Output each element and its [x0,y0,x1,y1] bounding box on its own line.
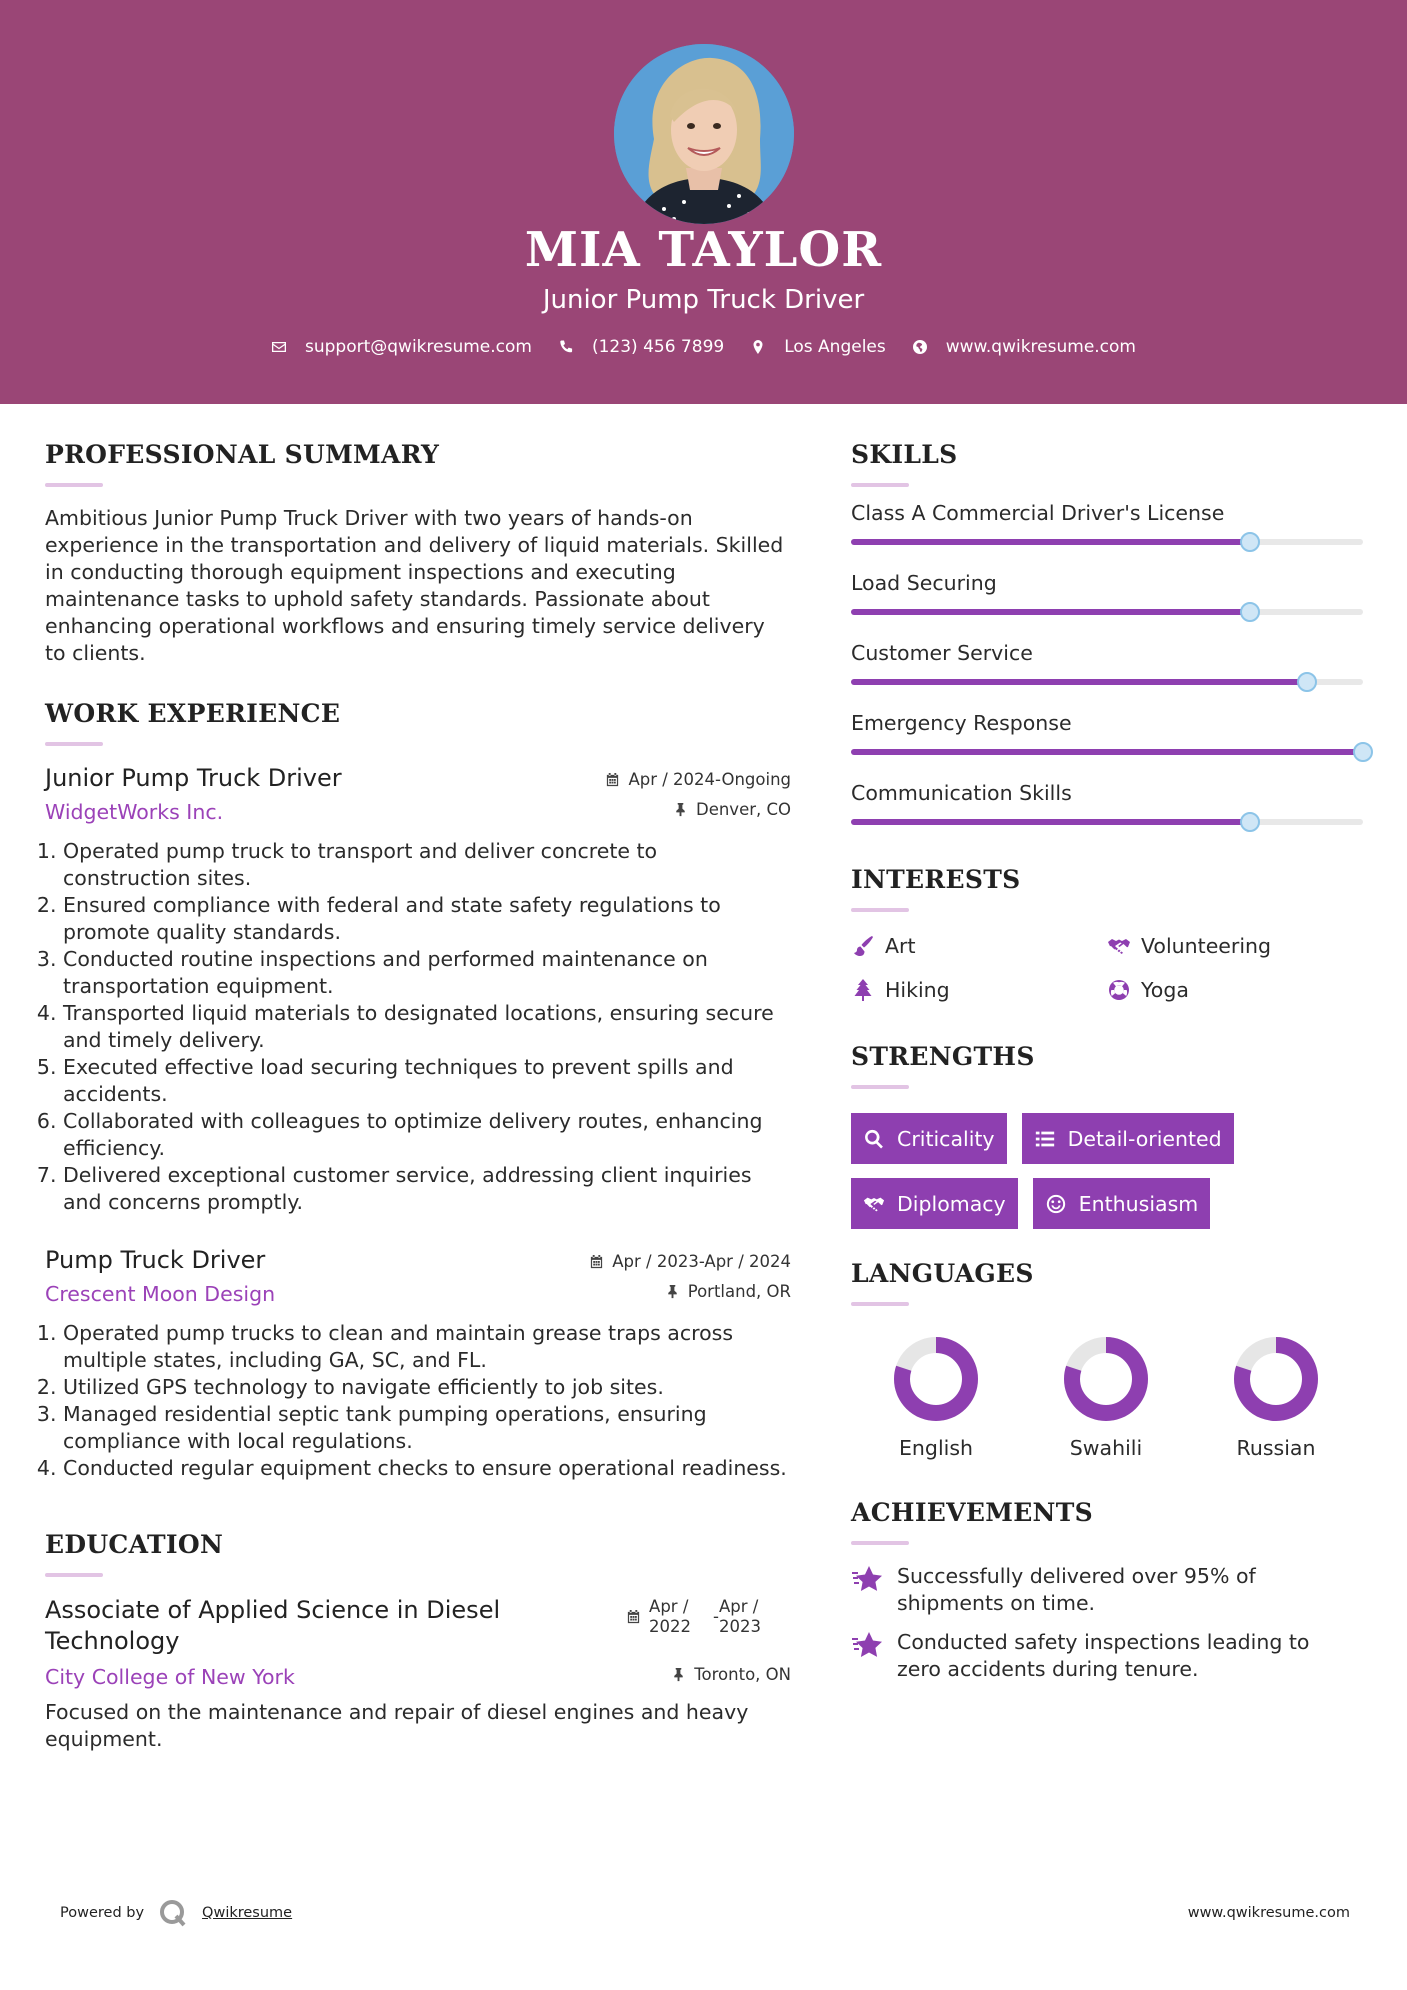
section-rule [45,742,103,746]
job-dates-text: Apr / 2023-Apr / 2024 [612,1252,791,1271]
duty-item: 2. Ensured compliance with federal and state safety regulations to promote quality standards. [63,892,791,946]
skill-name: Emergency Response [851,711,1072,735]
section-title-experience: WORK EXPERIENCE [45,699,341,728]
job-header [45,764,791,792]
brand-link[interactable]: Qwikresume [202,1905,293,1921]
section-title-interests: INTERESTS [851,865,1021,894]
skill-item [851,571,1363,615]
strength-label: Enthusiasm [1078,1191,1199,1216]
envelope-icon [271,339,287,355]
duty-item: 4. Transported liquid materials to designated locations, ensuring secure and timely delivery. [63,1000,791,1054]
tree-icon [851,978,875,1002]
contact-bar [0,337,1407,357]
calendar-icon [605,772,620,787]
strength-tag [1022,1113,1234,1164]
resume-header [0,0,1407,404]
skill-bar-knob [1240,812,1260,832]
degree-title: Associate of Applied Science in Diesel Technology [45,1596,501,1655]
achievement-text: Conducted safety inspections leading to zero accidents during tenure. [897,1630,1310,1681]
strength-label: Detail-oriented [1067,1126,1222,1151]
language-item [851,1334,1021,1460]
skill-name: Class A Commercial Driver's License [851,501,1225,525]
duty-list [45,1320,791,1482]
star-icon [851,1631,883,1659]
language-donut [891,1334,981,1424]
skill-bar-knob [1240,532,1260,552]
end-year: 2023 [719,1617,761,1636]
skill-name: Customer Service [851,641,1033,665]
section-rule [851,1302,909,1306]
end-date [719,1597,761,1637]
skill-bar-fill [851,819,1250,825]
skill-bar-fill [851,679,1307,685]
contact-email[interactable] [271,337,532,357]
skill-name: Load Securing [851,571,997,595]
section-rule [45,1573,103,1577]
skill-bar [851,819,1363,825]
section-title-strengths: STRENGTHS [851,1042,1035,1071]
strengths-tags [851,1113,1363,1229]
globe-icon [912,339,928,355]
powered-by [60,1898,292,1928]
languages-list [851,1334,1363,1460]
handshake-icon [1107,934,1131,958]
achievements-section [851,1498,1363,1683]
school-name: City College of New York [45,1665,295,1689]
job-subheader [45,800,791,824]
job-subheader [45,1282,791,1306]
job-title: Junior Pump Truck Driver [45,764,342,792]
company-name: Crescent Moon Design [45,1282,276,1306]
section-rule [45,483,103,487]
handshake-icon [863,1193,885,1215]
duty-item: 3. Managed residential septic tank pumping operations, ensuring compliance with local regulations. [63,1401,791,1455]
interest-item [851,978,1107,1002]
job-entry [45,1246,791,1482]
star-icon [851,1565,883,1593]
education-section [45,1530,791,1753]
avatar [614,44,794,224]
duty-item: 3. Conducted routine inspections and performed maintenance on transportation equipment. [63,946,791,1000]
summary-text: Ambitious Junior Pump Truck Driver with two years of hands-on experience in the transportation and delivery of liquid materials. Skilled in conducting thorough equipment inspections and executing maintenance tasks to uphold safety standards. Passionate about enhancing operational workflows and ensuring timely service delivery to clients. [45,506,784,665]
interest-item [851,934,1107,958]
start-year: 2022 [649,1617,692,1636]
interest-item [1107,934,1363,958]
section-title-languages: LANGUAGES [851,1259,1034,1288]
strength-tag [851,1178,1018,1229]
strength-tag [1033,1178,1211,1229]
skill-bar [851,539,1363,545]
duty-list [45,838,791,1216]
job-title: Pump Truck Driver [45,1246,266,1274]
company-name: WidgetWorks Inc. [45,800,224,824]
duty-item: 2. Utilized GPS technology to navigate efficiently to job sites. [63,1374,791,1401]
skill-item [851,501,1363,545]
website-text: www.qwikresume.com [945,337,1136,357]
candidate-name: MIA TAYLOR [524,222,883,278]
start-date [649,1597,713,1637]
experience-section [45,699,791,1482]
qwikresume-logo-icon [158,1898,188,1928]
interests-section [851,865,1363,1002]
email-text: support@qwikresume.com [305,337,532,357]
interest-label: Art [885,934,916,958]
skills-section [851,440,1363,825]
language-name: English [898,1436,974,1460]
section-title-education: EDUCATION [45,1530,224,1559]
map-pin-icon [750,339,766,355]
strength-label: Diplomacy [897,1191,1006,1216]
language-item [1191,1334,1361,1460]
pushpin-icon [665,1284,680,1299]
achievement-text: Successfully delivered over 95% of shipments on time. [897,1564,1256,1615]
duty-item: 4. Conducted regular equipment checks to ensure operational readiness. [63,1455,791,1482]
start-month: Apr / [649,1597,689,1616]
skill-bar-knob [1297,672,1317,692]
section-title-summary: PROFESSIONAL SUMMARY [45,440,440,469]
job-entry [45,764,791,1216]
education-dates [626,1597,761,1637]
skill-item [851,781,1363,825]
calendar-icon [626,1609,641,1624]
contact-phone[interactable] [558,337,724,357]
duty-item: 7. Delivered exceptional customer service, addressing client inquiries and concerns promptly. [63,1162,791,1216]
skill-bar-fill [851,749,1363,755]
achievement-item [851,1629,1363,1683]
summary-section [45,440,791,667]
contact-website[interactable] [912,337,1136,357]
skill-bar [851,749,1363,755]
duty-item: 1. Operated pump truck to transport and deliver concrete to construction sites. [63,838,791,892]
skill-name: Communication Skills [851,781,1072,805]
job-location [673,800,791,819]
job-dates [589,1252,791,1271]
page-footer [60,1898,1350,1928]
skill-bar-knob [1353,742,1373,762]
duty-item: 6. Collaborated with colleagues to optimize delivery routes, enhancing efficiency. [63,1108,791,1162]
section-rule [851,908,909,912]
job-location-text: Denver, CO [695,800,791,819]
language-item [1021,1334,1191,1460]
language-donut [1061,1334,1151,1424]
section-title-achievements: ACHIEVEMENTS [851,1498,1093,1527]
footer-website[interactable]: www.qwikresume.com [1187,1905,1350,1921]
location-text: Los Angeles [784,337,886,357]
interest-item [1107,978,1363,1002]
education-header [45,1595,791,1657]
skill-item [851,711,1363,755]
phone-text: (123) 456 7899 [591,337,725,357]
job-dates [605,770,791,789]
date-separator: - [713,1607,719,1626]
paintbrush-icon [851,934,875,958]
phone-icon [558,339,574,355]
section-rule [851,1085,909,1089]
smile-icon [1045,1193,1067,1215]
profile-photo [614,44,794,224]
pushpin-icon [673,802,688,817]
job-location-text: Portland, OR [687,1282,791,1301]
skill-bar-fill [851,609,1250,615]
strengths-section [851,1042,1363,1229]
interest-label: Volunteering [1141,934,1272,958]
skills-list [851,501,1363,825]
calendar-icon [589,1254,604,1269]
candidate-title: Junior Pump Truck Driver [542,285,865,315]
duty-item: 5. Executed effective load securing techniques to prevent spills and accidents. [63,1054,791,1108]
interests-grid [851,934,1363,1002]
section-rule [851,483,909,487]
education-description: Focused on the maintenance and repair of diesel engines and heavy equipment. [45,1700,749,1751]
interest-label: Hiking [885,978,950,1002]
section-title-skills: SKILLS [851,440,958,469]
list-icon [1034,1128,1056,1150]
skill-bar-knob [1240,602,1260,622]
job-header [45,1246,791,1274]
education-location-text: Toronto, ON [694,1665,791,1684]
strength-tag [851,1113,1007,1164]
interest-label: Yoga [1141,978,1189,1002]
lifering-icon [1107,978,1131,1002]
skill-bar-fill [851,539,1250,545]
left-column [45,440,791,1753]
skill-bar [851,609,1363,615]
contact-location [750,337,886,357]
achievement-item [851,1563,1363,1617]
section-rule [851,1541,909,1545]
language-name: Swahili [1069,1436,1143,1460]
powered-by-text: Powered by [60,1905,145,1921]
strength-label: Criticality [897,1126,995,1151]
skill-item [851,641,1363,685]
job-location [665,1282,791,1301]
job-meta [605,764,791,789]
education-subheader [45,1665,791,1689]
duty-item: 1. Operated pump trucks to clean and maintain grease traps across multiple states, including GA, SC, and FL. [63,1320,791,1374]
languages-section [851,1259,1363,1460]
pushpin-icon [671,1667,686,1682]
right-column [851,440,1363,1683]
language-donut [1231,1334,1321,1424]
education-location [671,1665,791,1684]
skill-bar [851,679,1363,685]
language-name: Russian [1236,1436,1316,1460]
job-dates-text: Apr / 2024-Ongoing [628,770,791,789]
search-icon [863,1128,885,1150]
end-month: Apr / [719,1597,759,1616]
